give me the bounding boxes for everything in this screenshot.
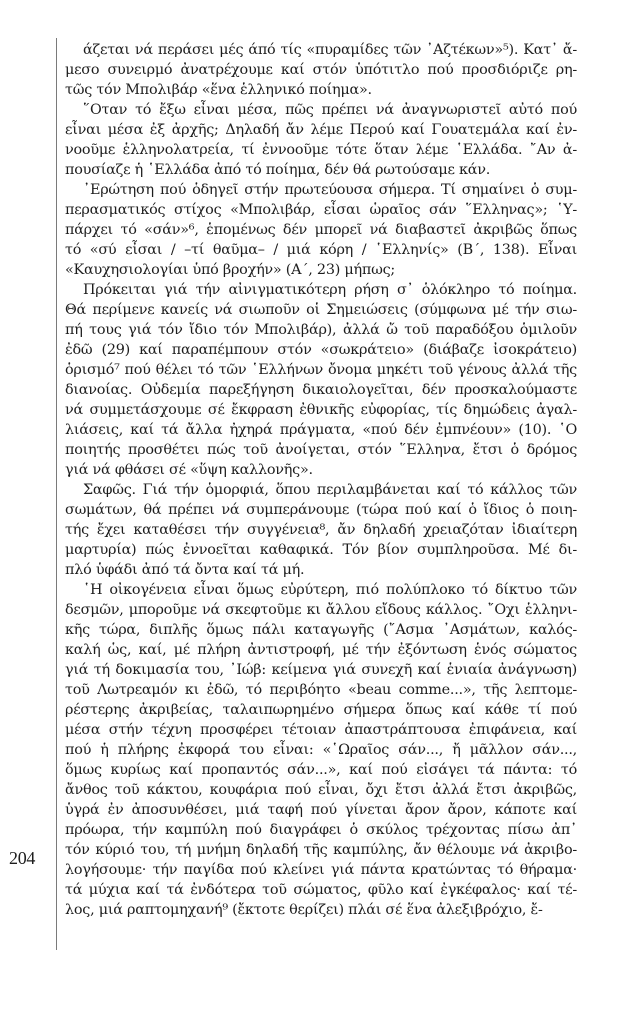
text-line: τής ἔχει καταθέσει τήν συγγένεια⁸, ἄν δηλαδή χρειαζόταν ἰδιαίτερη [65,522,577,538]
text-line: καλή ὡς, καί, μέ πλήρη ἀντιστροφή, μέ τήν ἐξόντωση ἑνός σώματος [65,642,577,658]
text-line: πάρχει τό «σάν»⁶, ἑπομένως δέν μπορεῖ νά διαβαστεῖ ἀκριβῶς ὅπως [65,222,577,238]
text-line: «Καυχησιολογίαι ὑπό βροχήν» (Α΄, 23) μήπως; [65,262,395,278]
text-line: ρέστερης ἀκριβείας, ταλαιπωρημένο σήμερα ὅπως καί κάθε τί πού [65,702,577,718]
text-line: διανοίας. Οὐδεμία παρεξήγηση δικαιολογεῖται, δέν προσκαλούμαστε [65,382,577,398]
paragraph [65,280,577,480]
text-line: τοῦ Λωτρεαμόν κι ἐδῶ, τό περιβόητο «beau comme...», τῆς λεπτομε- [65,682,577,698]
paragraph [65,100,577,180]
text-line: τόν κύριό του, τή μνήμη δηλαδή τῆς καμπύλης, ἄν θέλουμε νά ἀκριβο- [65,842,577,858]
text-line: μέσα στήν τέχνη προσφέρει τέτοιαν ἀπαστράπτουσα ἐπιφάνεια, καί [65,722,577,738]
text-line: δεσμῶν, μποροῦμε νά σκεφτοῦμε κι ἄλλου εἴδους κάλλος. ῎Οχι ἑλληνι- [65,602,577,618]
paragraph [65,40,577,100]
text-line: ᾿Ερώτηση πού ὁδηγεῖ στήν πρωτεύουσα σήμερα. Τί σημαίνει ὁ συμ- [83,182,577,198]
text-line: μαρτυρία) πώς ἐννοεῖται καθαφικά. Τόν βίον συμπληροῦσα. Μέ δι- [65,542,577,558]
text-line: λος, μιά ραπτομηχανή⁹ (ἔκτοτε θερίζει) πλάι σέ ἕνα ἀλεξιβρόχιο, ἔ- [65,902,543,918]
text-line: ῾Η οἰκογένεια εἶναι ὅμως εὐρύτερη, πιό πολύπλοκο τό δίκτυο τῶν [83,582,577,598]
paragraph [65,580,577,920]
text-column [65,40,577,920]
text-line: ποιητής προσθέτει πώς τοῦ ἀνοίγεται, στόν ῞Ελληνα, ἔτσι ὁ δρόμος [65,442,577,458]
text-line: Θά περίμενε κανείς νά σιωποῦν οἱ Σημειώσεις (σύμφωνα μέ τήν σιω- [65,302,577,318]
text-line: εἶναι μέσα ἐξ ἀρχῆς; Δηλαδή ἄν λέμε Περού καί Γουατεμάλα καί ἐν- [65,122,577,138]
text-line: περασματικός στίχος «Μπολιβάρ, εἶσαι ὡραῖος σάν ῞Ελληνας»; ῾Υ- [65,202,577,218]
text-line: πουσίαζε ἡ ῾Ελλάδα ἀπό τό ποίημα, δέν θά ρωτούσαμε κάν. [65,162,491,178]
text-line: κῆς τώρα, διπλῆς ὅμως πάλι καταγωγῆς (῎Ασμα ᾿Ασμάτων, καλός- [65,622,577,638]
text-line: νά συμμετάσχουμε σέ ἔκφραση ἐθνικῆς εὐφορίας, τίς δημώδεις ἀγαλ- [65,402,577,418]
text-line: πού ἡ πλήρης ἐκφορά του εἶναι: «῾Ωραῖος σάν..., ἤ μᾶλλον σάν..., [65,742,577,758]
text-line: γιά νά φθάσει σέ «ὕψη καλλονῆς». [65,462,313,478]
text-line: τῶς τόν Μπολιβάρ «ἕνα ἑλληνικό ποίημα». [65,82,372,98]
text-line: γιά τή δοκιμασία του, ᾿Ιώβ: κείμενα γιά συνεχῆ καί ἑνιαία ἀνάγνωση) [65,662,577,678]
text-line: πλό ὑφάδι ἀπό τά ὄντα καί τά μή. [65,562,305,578]
paragraph [65,480,577,580]
text-line: ῞Οταν τό ἔξω εἶναι μέσα, πῶς πρέπει νά ἀναγνωριστεῖ αὐτό πού [83,102,577,118]
text-line: ὁρισμό⁷ πού θέλει τό τῶν ῾Ελλήνων ὄνομα μηκέτι τοῦ γένους ἀλλά τῆς [65,362,577,378]
text-line: λιάσεις, καί τά ἄλλα ἠχηρά πράγματα, «πού δέν ἐμπνέουν» (10). ῾Ο [65,422,577,438]
paragraph [65,180,577,280]
text-line: ὅμως κυρίως καί προπαντός σάν...», καί πού εἰσάγει τά πάντα: τό [65,762,577,778]
margin-rule [56,38,57,950]
text-line: τό «σύ εἶσαι / –τί θαῦμα– / μιά κόρη / ῾Ελληνίς» (Β΄, 138). Εἶναι [65,242,577,258]
text-line: άζεται νά περάσει μές άπό τίς «πυραμίδες τῶν ᾿Αζτέκων»⁵). Κατ᾿ ἄ- [83,42,577,58]
text-line: λογήσουμε· τήν παγίδα πού κλείνει γιά πάντα κρατώντας τό θήραμα· [65,862,577,878]
text-line: Πρόκειται γιά τήν αἰνιγματικότερη ρήση σ᾿ ὁλόκληρο τό ποίημα. [83,282,577,298]
text-line: ὑγρά ἐν ἀποσυνθέσει, μιά ταφή πού γίνεται ἄρον ἄρον, κάποτε καί [65,802,577,818]
text-line: μεσο συνειρμό ἀνατρέχουμε καί στόν ὑπότιτλο πού προσδιόριζε ρη- [65,62,577,78]
page-number: 204 [9,848,36,868]
text-line: νοοῦμε ἑλληνολατρεία, τί ἐννοοῦμε τότε ὅταν λέμε ῾Ελλάδα. ῎Αν ἀ- [65,142,577,158]
text-line: τά μύχια καί τά ἐνδότερα τοῦ σώματος, φῦλο καί ἐγκέφαλος· καί τέ- [65,882,577,898]
text-line: ἄνθος τοῦ κάκτου, κουφάρια πού εἶναι, ὄχι ἔτσι ἀλλά ἔτσι ἀκριβῶς, [65,782,577,798]
text-line: ἐδῶ (29) καί παραπέμπουν στόν «σωκράτειο» (διάβαζε ἰσοκράτειο) [65,342,577,358]
text-line: σωμάτων, θά πρέπει νά συμπεράνουμε (τώρα πού καί ὁ ἴδιος ὁ ποιη- [65,502,577,518]
text-line: Σαφῶς. Γιά τήν ὁμορφιά, ὅπου περιλαμβάνεται καί τό κάλλος τῶν [83,482,577,498]
text-line: πρόωρα, τήν καμπύλη πού διαγράφει ὁ σκύλος τρέχοντας πίσω ἀπ᾿ [65,822,577,838]
text-line: πή τους γιά τόν ἴδιο τόν Μπολιβάρ), ἀλλά ὤ τοῦ παραδόξου ὁμιλοῦν [65,322,577,338]
